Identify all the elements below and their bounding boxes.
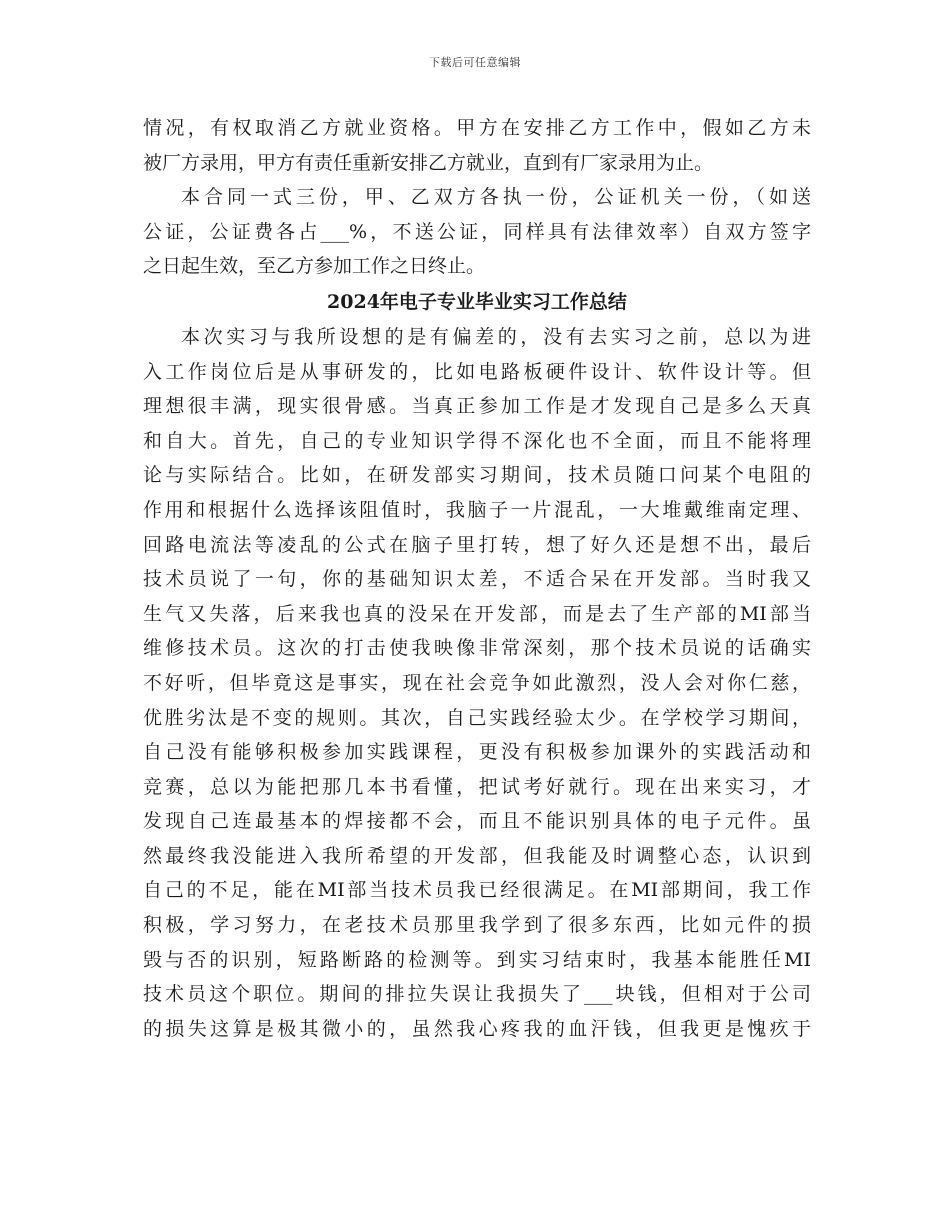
page-header: 下载后可任意编辑	[429, 56, 521, 69]
text-line: 维修技术员。这次的打击使我映像非常深刻，那个技术员说的话确实	[143, 637, 811, 660]
text-line: 理想很丰满，现实很骨感。当真正参加工作是才发现自己是多么天真	[143, 395, 811, 418]
text-line: 公证，公证费各占___%，不送公证，同样具有法律效率）自双方签字	[143, 220, 811, 243]
text-line: 技术员说了一句，你的基础知识太差，不适合呆在开发部。当时我又	[143, 568, 811, 591]
text-line: 自己的不足，能在MI部当技术员我已经很满足。在MI部期间，我工作	[143, 879, 811, 902]
text-line: 技术员这个职位。期间的排拉失误让我损失了___块钱，但相对于公司	[143, 983, 811, 1006]
text-line: 本次实习与我所设想的是有偏差的，没有去实习之前，总以为进	[181, 325, 811, 348]
document-body	[143, 111, 811, 1046]
text-line: 生气又失落，后来我也真的没呆在开发部，而是去了生产部的MI部当	[143, 602, 811, 625]
text-line: 本合同一式三份，甲、乙双方各执一份，公证机关一份，（如送	[181, 186, 811, 209]
text-line: 论与实际结合。比如，在研发部实习期间，技术员随口问某个电阻的	[143, 464, 811, 487]
text-line: 积极，学习努力，在老技术员那里我学到了很多东西，比如元件的损	[143, 914, 811, 937]
text-line: 不好听，但毕竟这是事实，现在社会竞争如此激烈，没人会对你仁慈，	[143, 671, 811, 694]
text-line: 回路电流法等凌乱的公式在脑子里打转，想了好久还是想不出，最后	[143, 533, 811, 556]
text-line: 入工作岗位后是从事研发的，比如电路板硬件设计、软件设计等。但	[143, 360, 811, 383]
text-line: 自己没有能够积极参加实践课程，更没有积极参加课外的实践活动和	[143, 741, 811, 764]
section-title: 2024年电子专业毕业实习工作总结	[327, 290, 627, 313]
text-line: 之日起生效，至乙方参加工作之日终止。	[143, 255, 486, 278]
paragraph-contract-terms	[143, 111, 811, 180]
text-line: 竞赛，总以为能把那几本书看懂，把试考好就行。现在出来实习，才	[143, 775, 811, 798]
text-line: 的损失这算是极其微小的，虽然我心疼我的血汗钱，但我更是愧疚于	[143, 1017, 811, 1040]
text-line: 然最终我没能进入我所希望的开发部，但我能及时调整心态，认识到	[143, 844, 811, 867]
paragraph-internship-summary	[143, 320, 811, 1046]
text-line: 情况，有权取消乙方就业资格。甲方在安排乙方工作中，假如乙方未	[143, 117, 811, 139]
paragraph-contract-copies	[143, 180, 811, 284]
text-line: 作用和根据什么选择该阻值时，我脑子一片混乱，一大堆戴维南定理、	[143, 498, 811, 521]
text-line: 优胜劣汰是不变的规则。其次，自己实践经验太少。在学校学习期间，	[143, 706, 811, 729]
text-line: 发现自己连最基本的焊接都不会，而且不能识别具体的电子元件。虽	[143, 810, 811, 833]
text-line: 和自大。首先，自己的专业知识学得不深化也不全面，而且不能将理	[143, 429, 811, 452]
text-line: 被厂方录用，甲方有责任重新安排乙方就业，直到有厂家录用为止。	[143, 151, 714, 174]
text-line: 毁与否的识别，短路断路的检测等。到实习结束时，我基本能胜任MI	[143, 948, 811, 971]
